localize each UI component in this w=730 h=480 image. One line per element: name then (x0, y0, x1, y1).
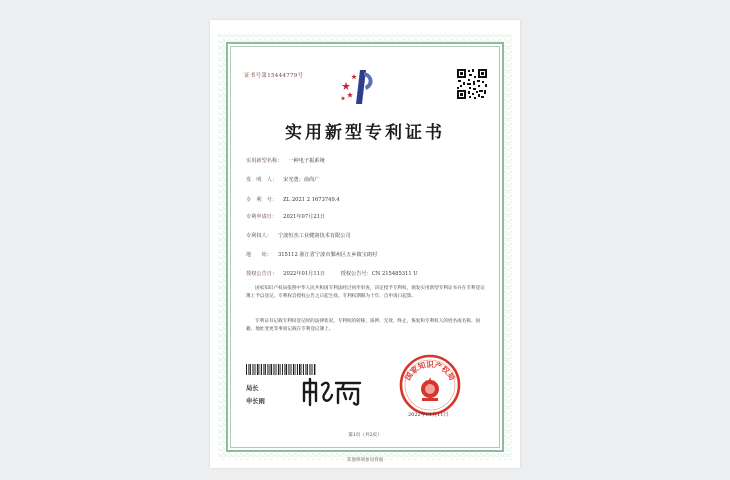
field-filing-date (246, 213, 325, 220)
field-label: 授权公告日： (246, 271, 278, 277)
field-utility-name (246, 157, 325, 164)
field-value: 2021年07月21日 (283, 214, 326, 220)
field-value: 一种电子振系统 (288, 158, 325, 164)
field-address (246, 251, 377, 258)
field-label: 专 利 号： (246, 197, 278, 203)
barcode-icon (246, 364, 316, 375)
field-label: 专利申请日： (246, 214, 278, 220)
field-value: 宋光勇；俞尚广 (283, 177, 320, 183)
field-label: 专利权人： (246, 233, 272, 239)
field-label: 发 明 人： (246, 177, 278, 183)
field-value: 2022年01月11日 授权公告号：CN 215485311 U (283, 271, 418, 277)
seal-date: 2022年01月11日 (408, 412, 449, 418)
patent-office-emblem-icon (340, 64, 384, 108)
field-label: 地 址： (246, 252, 272, 258)
qr-code-icon (456, 68, 488, 100)
field-patentee (246, 232, 351, 239)
seal-text: 国家知识产权局 (403, 360, 457, 382)
page-number: 第1页（共2页） (348, 433, 382, 438)
certificate-title: 实用新型专利证书 (285, 123, 445, 143)
field-label: 实用新型名称： (246, 158, 283, 164)
certificate-paragraph: 专利证书记载专利权登记时的法律状况。专利权的转移、质押、无效、终止、恢复和专利权人的姓名或名称、国籍、地址变更等事项记载在专利登记簿上。 (246, 319, 481, 333)
director-signature-icon (300, 375, 366, 409)
field-patent-number (246, 196, 340, 203)
certificate-paragraph: 国家知识产权局依照中华人民共和国专利法经过初步审查，决定授予专利权，颁发实用新型专利证书并在专利登记簿上予以登记。专利权自授权公告之日起生效。专利权期限为十年，自申请日起算。 (246, 286, 485, 300)
field-inventor (246, 176, 319, 183)
footer-note: 其他事项参见背面 (346, 458, 384, 463)
official-seal-icon (398, 353, 462, 417)
field-grant-date (246, 270, 418, 277)
field-value: 315112 浙江省宁波市鄞州区五乡镇宝朗村 (277, 252, 378, 258)
field-value: ZL 2021 2 1673749.4 (283, 197, 340, 203)
field-value: 宁波恒杰工业健润技术有限公司 (277, 233, 351, 239)
director-name-label: 申长雨 (246, 398, 265, 405)
director-title-label: 局长 (246, 385, 259, 392)
certificate-number: 证书号第15444779号 (244, 73, 304, 79)
certificate-page (210, 20, 520, 468)
